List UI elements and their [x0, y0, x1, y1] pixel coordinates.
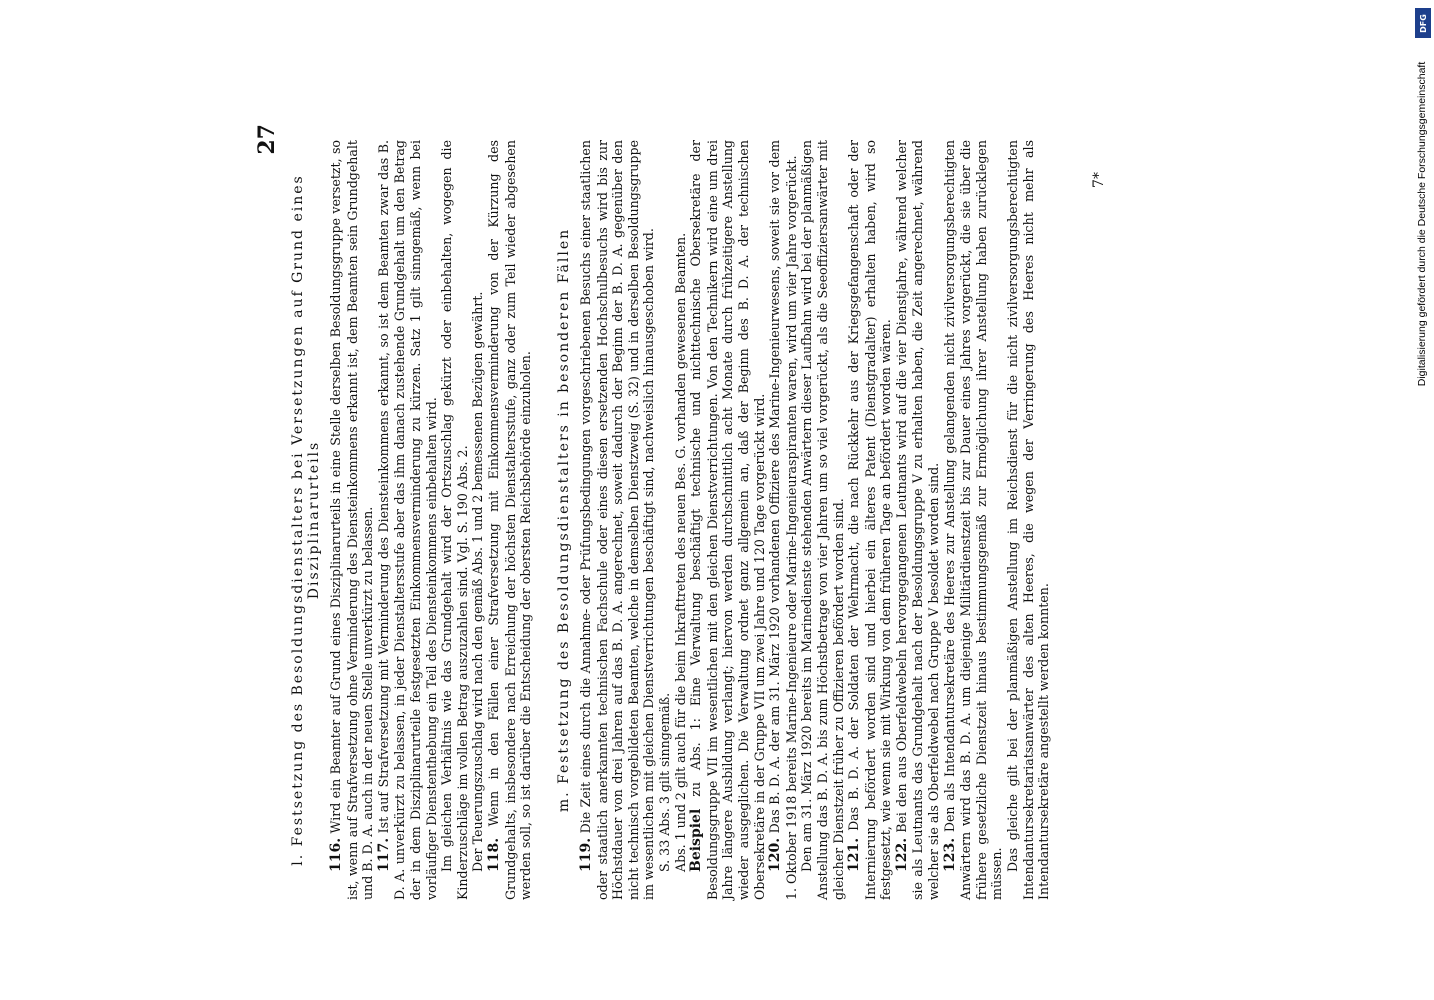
section-m-paragraph-number: Beispiel [688, 808, 705, 872]
section-m-paragraph-text: Das B. D. A. der am 31. März 1920 vorhandenen Offiziere des Marine-Ingenieurwesens, soweit sie vor dem 1. Oktober 1918 bereits Marine-Ingenieure oder Marine-Ingenieuraspiranten waren, wird um vier Jahre vorgerückt. [767, 140, 799, 900]
section-l-paragraph-text: Der Teuerungszuschlag wird nach den gemäß Abs. 1 und 2 bemessenen Bezügen gewährt. [470, 291, 486, 872]
section-m-paragraph [1005, 140, 1052, 900]
section-l-paragraph-number: 116. [328, 837, 344, 872]
section-l-paragraphs [328, 140, 534, 900]
section-m-paragraph-text: Abs. 1 und 2 gilt auch für die beim Inkrafttreten des neuen Bes. G. vorhanden gewesenen Beamten. [672, 232, 688, 872]
section-l-paragraph [439, 140, 470, 900]
section-l-paragraph-number: 117. [375, 837, 392, 872]
signature-mark: 7* [1091, 172, 1107, 188]
section-m-paragraph-text: Den als Intendantursekretäre des Heeres zur Anstellung gelangenden nicht zivilversorgungsberechtigten Anwärtern wird das B. D. A. um diejenige Militärdienstzeit bis zur Dauer eines Jahres vorgerückt, die sie über die frühere gesetzliche Dienstzeit hinaus bestimmungsgemäß zur Ermöglichung ihrer Anstellung haben zurücklegen müssen. [941, 140, 1005, 900]
section-l-paragraph-text: Wird ein Beamter auf Grund eines Disziplinarurteils in eine Stelle derselben Besoldungsgruppe versetzt, so ist, wenn auf Strafversetzung ohne Verminderung des Diensteinkommens erkannt ist, dem Beamten sein Grundgehalt und B. D. A. auch in der neuen Stelle unverkürzt zu belassen. [328, 140, 376, 900]
section-l-subtitle: Disziplinarurteils [306, 440, 322, 600]
section-m [556, 140, 1052, 900]
section-m-paragraph [688, 140, 767, 900]
section-l-paragraph-text: Im gleichen Verhältnis wie das Grundgehalt wird der Ortszuschlag gekürzt oder einbehalten, wogegen die Kinderzuschläge im vollen Betrag auszuzahlen sind. Vgl. S. 190 Abs. 2. [439, 140, 470, 900]
section-m-paragraph [767, 140, 799, 900]
section-m-paragraph-number: 123. [941, 837, 958, 872]
section-l-paragraph-number: 118. [485, 837, 502, 872]
dfg-logo-icon: DFG [1415, 8, 1431, 38]
section-m-paragraph [799, 140, 846, 900]
section-m-paragraph-text: Den am 31. März 1920 bereits im Marinedienste stehenden Anwärtern dieser Laufbahn wird bei der planmäßigen Anstellung das B. D. A. bis zum Höchstbetrage von vier Jahren um so viel vorgerückt, als die Seeoffiziersanwärter mit gleicher Dienstzeit früher zu Offizieren befördert worden sind. [799, 140, 846, 900]
section-m-paragraph [942, 140, 1005, 900]
document-page [254, 120, 1140, 920]
section-l-paragraph-text: Wenn in den Fällen einer Strafversetzung mit Einkommensverminderung von der Kürzung des Grundgehalts, insbesondere nach Erreichung der höchsten Dienstaltersstufe, ganz oder zum Teil wieder abgesehen werden soll, so ist darüber die Entscheidung der obersten Reichsbehörde einzuholen. [485, 140, 534, 900]
section-m-paragraph [846, 140, 894, 900]
section-l-paragraph-text: Ist auf Strafversetzung mit Verminderung des Diensteinkommens erkannt, so ist dem Beamten zwar das B. D. A. unverkürzt zu belassen, in jeder Dienstaltersstufe aber das ihm danach zustehende Grundgehalt um den Betrag der in dem Disziplinarurteile festgesetzten Einkommensverminderung zu kürzen. Satz 1 gilt sinngemäß, wenn bei vorläufiger Dienstenthebung ein Teil des Diensteinkommens einbehalten wird. [375, 140, 439, 900]
section-m-paragraph [894, 140, 942, 900]
page-number: 27 [254, 124, 280, 155]
section-m-paragraph-text: Das gleiche gilt bei der planmäßigen Anstellung im Reichsdienst für die nicht zivilversorgungsberechtigten Intendantursekretariatsanwärter des alten Heeres, die wegen der Verringerung des Heeres nicht mehr als Intendantursekretäre angestellt werden konnten. [1005, 140, 1052, 900]
section-l-title: l. Festsetzung des Besoldungsdienstalters bei Versetzungen auf Grund eines [290, 174, 306, 866]
section-m-paragraph [673, 140, 689, 900]
section-l-heading [290, 140, 322, 900]
dfg-sidebar [1415, 8, 1433, 398]
section-m-paragraph-number: 122. [893, 837, 910, 872]
section-m-paragraph-text: Die Zeit eines durch die Annahme- oder Prüfungsbedingungen vorgeschriebenen Besuchs einer staatlichen oder staatlich anerkannten technischen Fachschule oder eines diesen ersetzenden Hochschulbesuchs wird bis zur Höchstdauer von drei Jahren auf das B. D. A. angerechnet, soweit dadurch der Beginn der B. D. A. gegenüber den nicht technisch vorgebildeten Beamten, welche in demselben Dienstzweig (S. 32) und in derselben Besoldungsgruppe im wesentlichen mit gleichen Dienstverrichtungen beschäftigt sind, nachweislich hinausgeschoben wird. [578, 140, 657, 900]
section-l [290, 140, 534, 900]
section-m-paragraph-number: 119. [578, 837, 594, 872]
section-l-paragraph [328, 140, 376, 900]
section-l-paragraph [470, 140, 486, 900]
section-m-paragraph [657, 140, 673, 900]
section-l-paragraph [486, 140, 534, 900]
section-m-paragraph-text: Das B. D. A. der Soldaten der Wehrmacht, die nach Rückkehr aus der Kriegsgefangenschaft oder der Internierung befördert worden sind und hierbei ein älteres Patent (Dienstgradalter) erhalten haben, wird so festgesetzt, wie wenn sie mit Wirkung von dem früheren Tage an befördert worden wären. [846, 140, 894, 900]
section-m-paragraph-text: Bei den aus Oberfeldwebeln hervorgegangenen Leutnants wird auf die vier Dienstjahre, während welcher sie als Leutnants das Grundgehalt nach der Besoldungsgruppe V zu erhalten haben, die Zeit angerechnet, während welcher sie als Oberfeldwebel nach Gruppe V besoldet worden sind. [893, 140, 942, 900]
section-m-paragraph [578, 140, 657, 900]
section-l-paragraph [376, 140, 439, 900]
section-m-paragraph-number: 120. [767, 837, 784, 872]
digitization-credit: Digitalisierung gefördert durch die Deutsche Forschungsgemeinschaft [1416, 61, 1428, 387]
section-m-paragraph-text: zu Abs. 1: Eine Verwaltung beschäftigt technische und nichttechnische Obersekretäre der Besoldungsgruppe VII im wesentlichen mit den gleichen Dienstverrichtungen. Von den Technikern wird eine um drei Jahre längere Ausbildung verlangt; hiervon werden durchschnittlich acht Monate durch frühzeitigere Anstellung wieder ausgeglichen. Die Verwaltung ordnet ganz allgemein an, daß der Beginn des B. D. A. der technischen Obersekretäre in der Gruppe VII um zwei Jahre und 120 Tage vorgerückt wird. [688, 140, 767, 900]
section-m-title: m. Festsetzung des Besoldungsdienstalters in besonderen Fällen [556, 227, 572, 813]
section-m-heading [556, 140, 572, 900]
section-m-paragraph-number: 121. [846, 837, 863, 872]
section-m-paragraphs [578, 140, 1052, 900]
section-m-paragraph-text: S. 33 Abs. 3 gilt sinngemäß. [656, 692, 672, 872]
